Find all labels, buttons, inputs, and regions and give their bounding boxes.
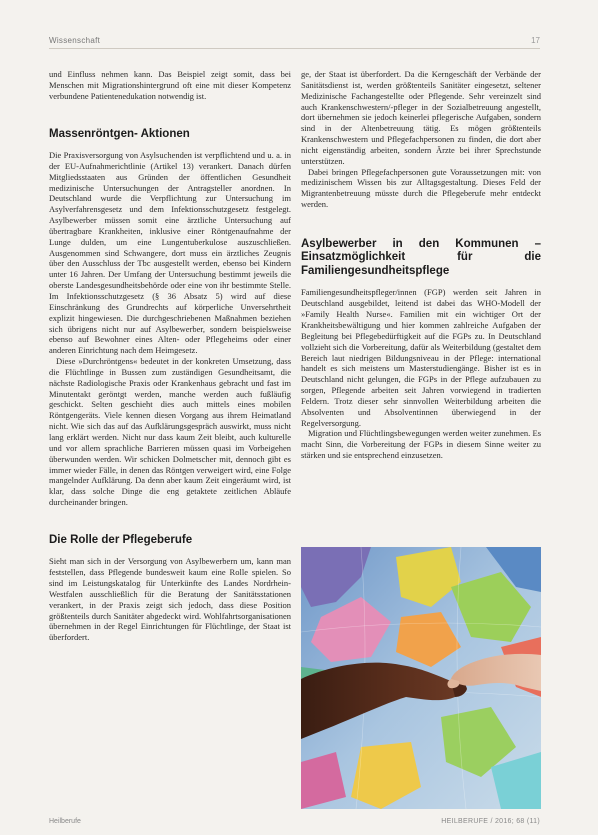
page-number: 17 — [531, 36, 540, 45]
body-paragraph: Sieht man sich in der Versorgung von Asylbewerbern um, kann man feststellen, dass Pflegende bundesweit kaum eine Rolle spielen. So sind im Leistungskatalog für Unterkünfte des Landes Nordrhein-Westfalen ausschließlich für die Beratung der Sanitätsstationen verankert, in der Praxis zeigt sich jedoch, dass diese Position größtenteils durch Sanitäter abgedeckt wird. Wohlfahrtsorganisationen übernehmen in der Regel Einrichtungen für Flüchtlinge, der Staat ist überfordert. — [49, 556, 291, 643]
body-paragraph: Diese »Durchröntgens« bedeutet in der konkreten Umsetzung, dass die Flüchtlinge in Bussen zum zuständigen Gesundheitsamt, die nächste Radiologische Praxis oder Krankenhaus gebracht und fast im Minutentakt geröntgt werden, manche werden auch fußläufig geschickt. Selten geschieht dies auch mittels eines mobilen Röntgengeräts. Viele kennen diesen Vorgang aus ihrem Heimatland nicht. Wie sich das auf das Aufklärungsgespräch auswirkt, muss nicht lang erklärt werden. Nicht nur dass kaum Zeit bleibt, auch kulturelle und vor allem sprachliche Barrieren müssen quasi im Vorbeigehen überwunden werden. Wir schicken Dolmetscher mit, dennoch gibt es immer wieder Fälle, in denen das Röntgen verweigert wird, eine Folge mangelnder Aufklärung. Da denn aber kaum Zeit eingeräumt wird, ist klar, dass solche Dinge die eng getaktete zeitlichen Abläufe durcheinander bringen. — [49, 356, 291, 508]
body-paragraph: Die Praxisversorgung von Asylsuchenden ist verpflichtend und u. a. in der EU-Aufnahmerichtlinie (Artikel 13) verankert. Danach dürfen Mitgliedsstaaten aus Gründen der öffentlichen Gesundheit medizinische Untersuchungen der Antragsteller anordnen. In Deutschland wurde die Verpflichtung zur Untersuchung im Asylverfahrensgesetz und dem Infektionsschutzgesetz festgelegt. Asylbewerber müssen somit eine ärztliche Untersuchung auf übertragbare Krankheiten, inklusive einer Röntgenaufnahme der Lunge dulden, um eine Lungentuberkulose auszuschließen. Ausgenommen sind Schwangere, dort muss ein ärztliches Zeugnis über den Ausschluss der Tbc ausgestellt werden, ebenso bei Kindern unter 16 Jahren. Der Umfang der Untersuchung bestimmt jeweils die oberste Landesgesundheitsbehörde oder eine von ihr bestimmte Stelle. Im Infektionsschutzgesetz (§ 36 Absatz 5) wird auf diese Einschränkung des Grundrechts auf körperliche Unversehrtheit explizit hingewiesen. Die durchgeschriebenen Maßnahmen beziehen sich übrigens nicht nur auf Asylbewerber, sondern beispielsweise ebenso auf Bewohner eines Alten- oder Pflegeheims oder einer anderen Einrichtung nach dem Heimgesetz. — [49, 150, 291, 356]
running-header-section: Wissenschaft — [49, 36, 101, 45]
body-paragraph: Dabei bringen Pflegefachpersonen gute Voraussetzungen mit: von medizinischem Wissen bis zur Alltagsgestaltung. Dieses Feld der Migrantenbetreuung müsste durch die Pflegeberufe mehr entdeckt werden. — [301, 166, 541, 210]
right-column — [301, 69, 541, 461]
header-divider — [49, 48, 540, 49]
footer-citation: HEILBERUFE / 2016; 68 (11) — [441, 818, 540, 825]
footer-journal: Heilberufe — [49, 818, 81, 825]
body-paragraph: Migration und Flüchtlingsbewegungen werden weiter zunehmen. Es macht Sinn, die Vorbereitung der FGPs in diesem Sinne weiter zu stärken und sie entsprechend einzusetzen. — [301, 428, 541, 461]
left-column — [49, 69, 291, 643]
photo-illustration — [301, 547, 541, 809]
intro-paragraph: und Einfluss nehmen kann. Das Beispiel zeigt somit, dass bei Menschen mit Migrationshintergrund oft eine mit dieser Kompetenz verbundene Patientenedukation notwendig ist. — [49, 69, 291, 101]
body-paragraph: Familiengesundheitspfleger/innen (FGP) werden seit Jahren in Deutschland ausgebildet, leitend ist dabei das WHO-Modell der »Family Health Nurse«. Familien mit ein wichtiger Ort der Krankheitsbewältigung und hier kommen zahlreiche Aufgaben der Begleitung bei Pflegebedürftigkeit auf die FGPs zu. In Deutschland vollzieht sich die Vorbereitung, dafür als Weiterbildung (gestaltet dem Bereich laut niedrigen Bildungsniveau in der Pflege: international handelt es sich meistens um Masterstudiengänge. Bisher ist es in Deutschland nicht gelungen, die FGPs in der Pflege aufzubauen zu sorgen, Pflegende arbeiten seit Jahren vorwiegend in tradierten Feldern. Trotz dieser sehr sinnvollen Weiterbildung arbeiten die Absolventen und Absolventinnen überwiegend in der Regelversorgung. — [301, 287, 541, 428]
body-paragraph: ge, der Staat ist überfordert. Da die Kerngeschäft der Verbände der Sanitätsdienst ist, werden größtenteils Sanitäter eingesetzt, seltener Medizinische Fachangestellte oder Pflegende. Sehr vereinzelt sind auch Krankenschwestern/-pfleger in der Sozialbetreuung angestellt, dort übernehmen sie jedoch keinerlei pflegerische Aufgaben, sondern sind in der Altenbetreuung tätig. Es mögen größtenteils Krankenschwestern und Pflegefachpersonen zu finden, die dort aber nicht eigenständig arbeiten, sondern Ärzte bei ihrer Sprechstunde unterstützen. — [301, 69, 541, 166]
hands-map-photo — [301, 547, 541, 809]
heading-rolle-pflegeberufe: Die Rolle der Pflegeberufe — [49, 533, 193, 546]
heading-massenroentgen: Massenröntgen- Aktionen — [49, 127, 190, 140]
heading-asylbewerber-kommunen: Asylbewerber in den Kommunen – Einsatzmöglichkeit für die Familiengesundheitspflege — [301, 237, 541, 277]
